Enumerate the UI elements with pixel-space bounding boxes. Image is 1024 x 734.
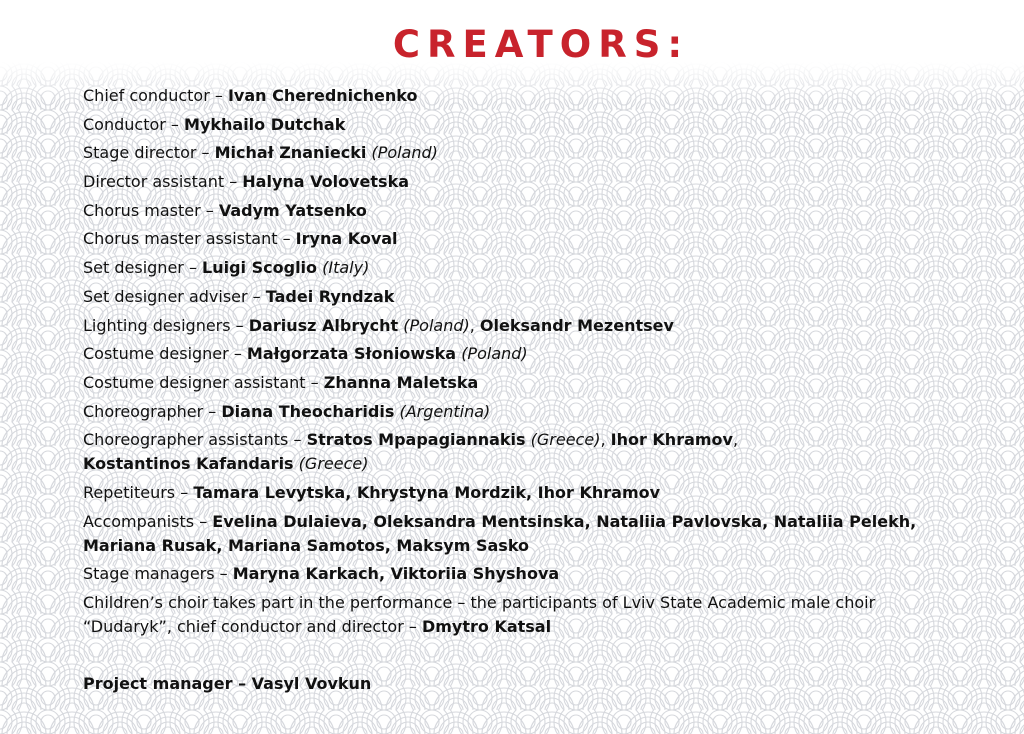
credit-name: Stratos Mpapagiannakis [306, 430, 526, 450]
credit-role: Director assistant – [83, 172, 243, 192]
credit-name: Maryna Karkach, Viktoriia Shyshova [232, 564, 560, 584]
credit-name: Luigi Scoglio [202, 258, 318, 278]
credit-country: (Poland) [371, 143, 438, 163]
credit-line [83, 84, 983, 108]
credit-name: Tamara Levytska, Khrystyna Mordzik, Ihor Khramov [193, 482, 661, 502]
credit-country: (Argentina) [399, 401, 491, 421]
credit-role: Costume designer assistant – [83, 372, 324, 392]
credit-role: Stage director – [83, 143, 215, 163]
credit-line [83, 314, 983, 338]
credit-name: Oleksandr Mezentsev [479, 315, 674, 335]
credit-role: Stage managers – [83, 564, 233, 584]
credit-name: Dariusz Albrycht [248, 315, 399, 335]
credit-role: Costume designer – [83, 344, 247, 364]
credit-country: (Greece) [530, 430, 601, 450]
credit-name: Małgorzata Słoniowska [246, 344, 457, 364]
credits-list [83, 84, 983, 644]
credit-line [83, 510, 983, 558]
credit-text: , [732, 430, 739, 450]
credit-role: Repetiteurs – [83, 482, 194, 502]
credit-line [83, 141, 983, 165]
credit-name: Vadym Yatsenko [218, 200, 367, 220]
credit-line [83, 256, 983, 280]
credit-line [83, 199, 983, 223]
credit-line [83, 481, 983, 505]
credit-name: Ivan Cherednichenko [227, 86, 418, 105]
credit-text: , [600, 430, 611, 450]
credit-line [83, 562, 983, 586]
credit-name: Kostantinos Kafandaris [83, 454, 294, 474]
credit-country: (Italy) [322, 258, 370, 278]
credit-role: Choreographer – [83, 401, 222, 421]
credit-name: Dmytro Katsal [421, 617, 552, 636]
credit-line [83, 428, 983, 476]
page-title: CREATORS: [392, 23, 690, 66]
credit-role: Accompanists – [83, 511, 213, 531]
credit-name: Zhanna Maletska [323, 372, 479, 392]
credit-country: (Poland) [403, 315, 470, 335]
credit-role: Conductor – [83, 114, 185, 134]
credit-name: Ihor Khramov [610, 430, 733, 450]
credit-role: Set designer – [83, 258, 203, 278]
credit-text: , [469, 315, 480, 335]
credit-role: Lighting designers – [83, 315, 249, 335]
credit-role: Chorus master – [83, 200, 219, 220]
credit-role: Set designer adviser – [83, 286, 266, 306]
credit-name: Halyna Volovetska [242, 172, 410, 192]
credit-name: Mariana Rusak, Mariana Samotos, Maksym Sasko [83, 535, 530, 555]
credit-country: (Poland) [461, 344, 528, 364]
credit-name: Michał Znaniecki [214, 143, 367, 163]
credit-name: Diana Theocharidis [221, 401, 395, 421]
credit-name: Tadei Ryndzak [265, 286, 395, 306]
credit-text: “Dudaryk”, chief conductor and director – [83, 617, 422, 636]
credit-line [83, 285, 983, 309]
credit-role: Chorus master assistant – [83, 229, 296, 249]
credit-line [83, 113, 983, 137]
credit-line [83, 227, 983, 251]
credit-role: Children’s choir takes part in the performance – the participants of Lviv State Academic male choir [83, 593, 876, 612]
credit-name: Evelina Dulaieva, Oleksandra Mentsinska, Nataliia Pavlovska, Nataliia Pelekh, [212, 511, 917, 531]
credit-country: (Greece) [298, 454, 369, 474]
credit-role: Choreographer assistants – [83, 430, 307, 450]
project-manager: Project manager – Vasyl Vovkun [83, 674, 372, 693]
credit-line [83, 371, 983, 395]
credit-name: Mykhailo Dutchak [184, 114, 346, 134]
credit-name: Iryna Koval [295, 229, 398, 249]
credit-role: Chief conductor – [83, 86, 228, 105]
credit-line [83, 591, 983, 639]
credit-line [83, 400, 983, 424]
credit-line [83, 170, 983, 194]
credit-line [83, 342, 983, 366]
